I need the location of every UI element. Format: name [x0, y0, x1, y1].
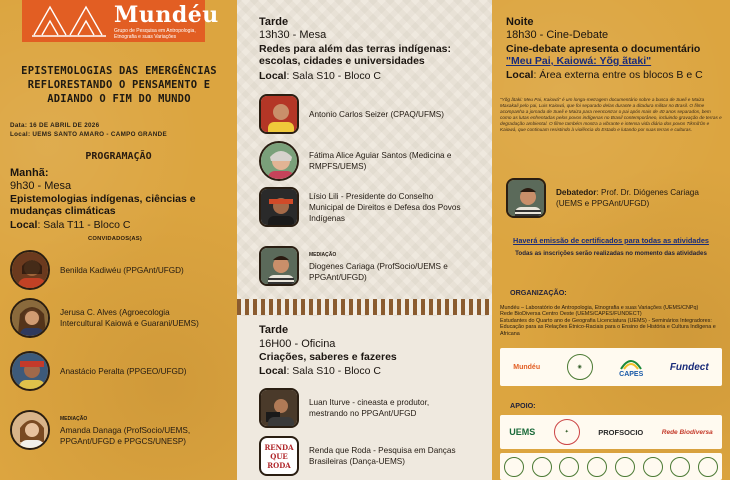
speaker-renda — [259, 436, 459, 476]
middle-lower-panel — [237, 316, 492, 480]
seal-icon — [698, 457, 718, 477]
logo-title: Mundéu — [114, 2, 219, 28]
afternoon2-location: Local: Sala S10 - Bloco C — [259, 365, 381, 377]
film-synopsis: "Yõg ãtaki: Meu Pai, Kaiowá" é um longa-metragem documentário sobre a busca de Sueli e Maiza Maxakali pelo pai, Luis Kaiowá, que foi separado delas durante a ditadura militar no Brasil. O filme acompanha a jornada de Sueli e Maiza para reencontrar o pai após mais de 40 anos separados, bem como as lutas enfrentadas pelos povos indígenas no Brasil contemporâneo, incluindo gravação de terras e degradação ambiental. O filme também mostra a vibrante e intensa vida diária dos povos Tikmũ'ũn e Kaiowá, que continuam resistindo à violência do Estado e lutando por suas terras e culturas. — [500, 97, 722, 132]
afternoon1-period: Tarde — [259, 16, 289, 28]
seal-icon — [532, 457, 552, 477]
organization-list: Mundéu – Laboratório de Antropologia, Etnografia e suas Variações (UEMS/CNPq) Rede BioDiversa Centro Oeste (UEMS/CAPES/FUNDECT) Estudantes do Quarto ano de Geografia Licenciatura (UEMS) - Seminários Integradores: Educação para as Relações Étnico-Raciais para o Ensino de História e Cultura Indígena e Africana — [500, 305, 716, 337]
mediator-amanda — [10, 410, 230, 450]
speaker-luan — [259, 388, 459, 428]
right-column — [492, 0, 730, 480]
speaker-name: Fátima Alice Aguiar Santos (Medicina e RMPFS/UEMS) — [309, 151, 452, 171]
avatar — [506, 178, 546, 218]
seal-icon — [504, 457, 524, 477]
seal-icon — [643, 457, 663, 477]
avatar — [259, 388, 299, 428]
profsocio-logo: PROFSOCIO — [598, 427, 644, 437]
decorative-divider — [237, 299, 492, 315]
speaker-name: Antonio Carlos Seizer (CPAQ/UFMS) — [309, 109, 444, 119]
support-seals-row — [500, 453, 722, 480]
speaker-benilda — [10, 250, 184, 290]
certificate-notice: Haverá emissão de certificados para todas as atividades — [513, 236, 709, 245]
night-title: Cine-debate apresenta o documentário "Meu Pai, Kaiowá: Yõg ãtaki" — [506, 43, 701, 67]
fundect-logo: Fundect — [669, 361, 709, 373]
seal-icon — [615, 457, 635, 477]
program-heading: PROGRAMAÇÃO — [85, 151, 152, 162]
renda-que-roda-logo: RENDA QUE RODA — [259, 436, 299, 476]
mediator-info: MEDIAÇÃO Diogenes Cariaga (ProfSocio/UEMS e PPGAnt/UFGD) — [309, 251, 448, 282]
biodiversa-logo: ◉ — [567, 354, 593, 380]
avatar — [259, 141, 299, 181]
speaker-name: Benilda Kadiwéu (PPGAnt/UFGD) — [60, 265, 184, 275]
debater — [506, 178, 716, 218]
speaker-jerusa — [10, 298, 200, 338]
avatar — [10, 351, 50, 391]
organization-heading: ORGANIZAÇÃO: — [510, 288, 567, 297]
avatar — [10, 298, 50, 338]
mediator-info: MEDIAÇÃO Amanda Danaga (ProfSocio/UEMS, PPGAnt/UFGD e PPGCS/UNESP) — [60, 415, 191, 446]
event-place: Local: UEMS SANTO AMARO - CAMPO GRANDE — [10, 131, 167, 138]
speaker-name: Anastácio Peralta (PPGEO/UFGD) — [60, 366, 187, 376]
avatar — [259, 187, 299, 227]
avatar — [10, 410, 50, 450]
mundeu-small-logo: Mundéu — [513, 363, 541, 371]
speaker-antonio — [259, 94, 459, 134]
seal-icon — [559, 457, 579, 477]
morning-period: Manhã: — [10, 167, 49, 179]
afternoon2-title: Criações, saberes e fazeres — [259, 351, 397, 363]
mundeu-mark-icon — [30, 3, 108, 39]
speaker-name: Renda que Roda - Pesquisa em Danças Brasileiras (Dança-UEMS) — [309, 446, 456, 466]
event-title: EPISTEMOLOGIAS DAS EMERGÊNCIAS REFLORESTANDO O PENSAMENTO E ADIANDO O FIM DO MUNDO — [21, 65, 217, 105]
event-date: Data: 16 DE ABRIL DE 2026 — [10, 122, 100, 129]
morning-time: 9h30 - Mesa — [10, 180, 72, 192]
support-logos — [500, 415, 722, 449]
registration-notice: Todas as inscrições serão realizadas no momento das atividades — [515, 250, 707, 257]
seal-icon — [587, 457, 607, 477]
speaker-fatima — [259, 141, 459, 181]
speaker-lisio — [259, 187, 469, 227]
mundeu-logo — [22, 0, 219, 42]
support-heading: APOIO: — [510, 401, 536, 410]
organization-logos — [500, 348, 722, 386]
logo-subtitle: Grupo de Pesquisa em Antropologia, Etnografia e suas Variações — [114, 28, 196, 40]
seal-icon — [670, 457, 690, 477]
guests-label: CONVIDADOS(AS) — [88, 236, 143, 242]
avatar — [259, 94, 299, 134]
night-location: Local: Área externa entre os blocos B e C — [506, 69, 703, 81]
avatar — [259, 246, 299, 286]
left-column — [0, 0, 237, 480]
night-period: Noite — [506, 16, 534, 28]
debater-info: Debatedor: Prof. Dr. Diógenes Cariaga (UEMS e PPGAnt/UFGD) — [556, 188, 699, 208]
uems-logo: UEMS — [509, 427, 536, 437]
morning-title: Epistemologias indígenas, ciências e mudanças climáticas — [10, 193, 196, 217]
capes-logo: CAPES — [619, 357, 643, 378]
night-time: 18h30 - Cine-Debate — [506, 29, 609, 41]
afternoon1-title: Redes para além das terras indígenas: escolas, cidades e universidades — [259, 43, 451, 67]
afternoon2-period: Tarde — [259, 324, 289, 336]
afternoon2-time: 16H00 - Oficina — [259, 338, 336, 350]
afternoon1-time: 13h30 - Mesa — [259, 29, 327, 41]
morning-location: Local: Sala T11 - Bloco C — [10, 219, 131, 231]
speaker-anastacio — [10, 351, 187, 391]
speaker-name: Lísio Lili - Presidente do Conselho Municipal de Direitos e Defesa dos Povos Indígenas — [309, 191, 461, 223]
speaker-name: Jerusa C. Alves (Agroecologia Intercultural Kaiowá e Guarani/UEMS) — [60, 308, 199, 328]
afternoon1-location: Local: Sala S10 - Bloco C — [259, 70, 381, 82]
mediator-diogenes — [259, 246, 459, 286]
support-seal-icon: ✦ — [554, 419, 580, 445]
rede-biodiversa-logo: Rede Biodiversa — [661, 428, 713, 436]
avatar — [10, 250, 50, 290]
speaker-name: Luan Iturve - cineasta e produtor, mestrando no PPGAnt/UFGD — [309, 398, 430, 418]
